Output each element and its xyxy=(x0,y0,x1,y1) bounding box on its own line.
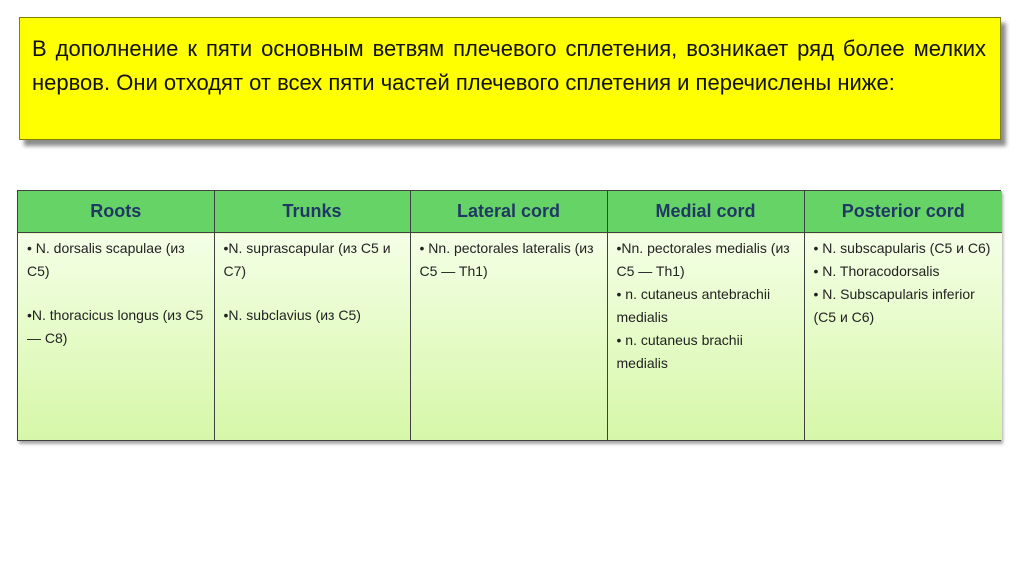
list-item: • n. cutaneus brachii medialis xyxy=(616,332,743,371)
header-medial-cord: Medial cord xyxy=(607,191,804,233)
header-trunks: Trunks xyxy=(214,191,410,233)
header-lateral-cord: Lateral cord xyxy=(410,191,607,233)
list-item: • N. Subscapularis inferior (C5 и C6) xyxy=(813,286,975,325)
list-item: • N. Thoracodorsalis xyxy=(813,263,940,279)
list-item: •Nn. pectorales medialis (из C5 — Th1) xyxy=(616,240,790,279)
nerves-table-grid xyxy=(18,191,1002,440)
list-item: • Nn. pectorales lateralis (из C5 — Th1) xyxy=(419,240,594,279)
cell-trunks xyxy=(214,233,410,441)
nerves-table xyxy=(17,190,1001,441)
intro-callout xyxy=(19,17,1001,140)
list-item: •N. thoracicus longus (из C5— C8) xyxy=(27,307,204,346)
cell-posterior-cord xyxy=(804,233,1002,441)
list-item: •N. subclavius (из C5) xyxy=(223,307,361,323)
table-row xyxy=(18,233,1002,441)
table-header-row xyxy=(18,191,1002,233)
list-item: •N. suprascapular (из C5 и C7) xyxy=(223,240,391,279)
header-posterior-cord: Posterior cord xyxy=(804,191,1002,233)
cell-roots xyxy=(18,233,214,441)
cell-medial-cord xyxy=(607,233,804,441)
list-item: • N. dorsalis scapulae (из C5) xyxy=(27,240,185,279)
cell-lateral-cord xyxy=(410,233,607,441)
header-roots: Roots xyxy=(18,191,214,233)
list-item: • n. cutaneus antebrachii medialis xyxy=(616,286,771,325)
list-item: • N. subscapularis (C5 и C6) xyxy=(813,240,991,256)
intro-text: В дополнение к пяти основным ветвям плечевого сплетения, возникает ряд более мелких нервов. Они отходят от всех пяти частей плечевого сплетения и перечислены ниже: xyxy=(32,36,986,95)
